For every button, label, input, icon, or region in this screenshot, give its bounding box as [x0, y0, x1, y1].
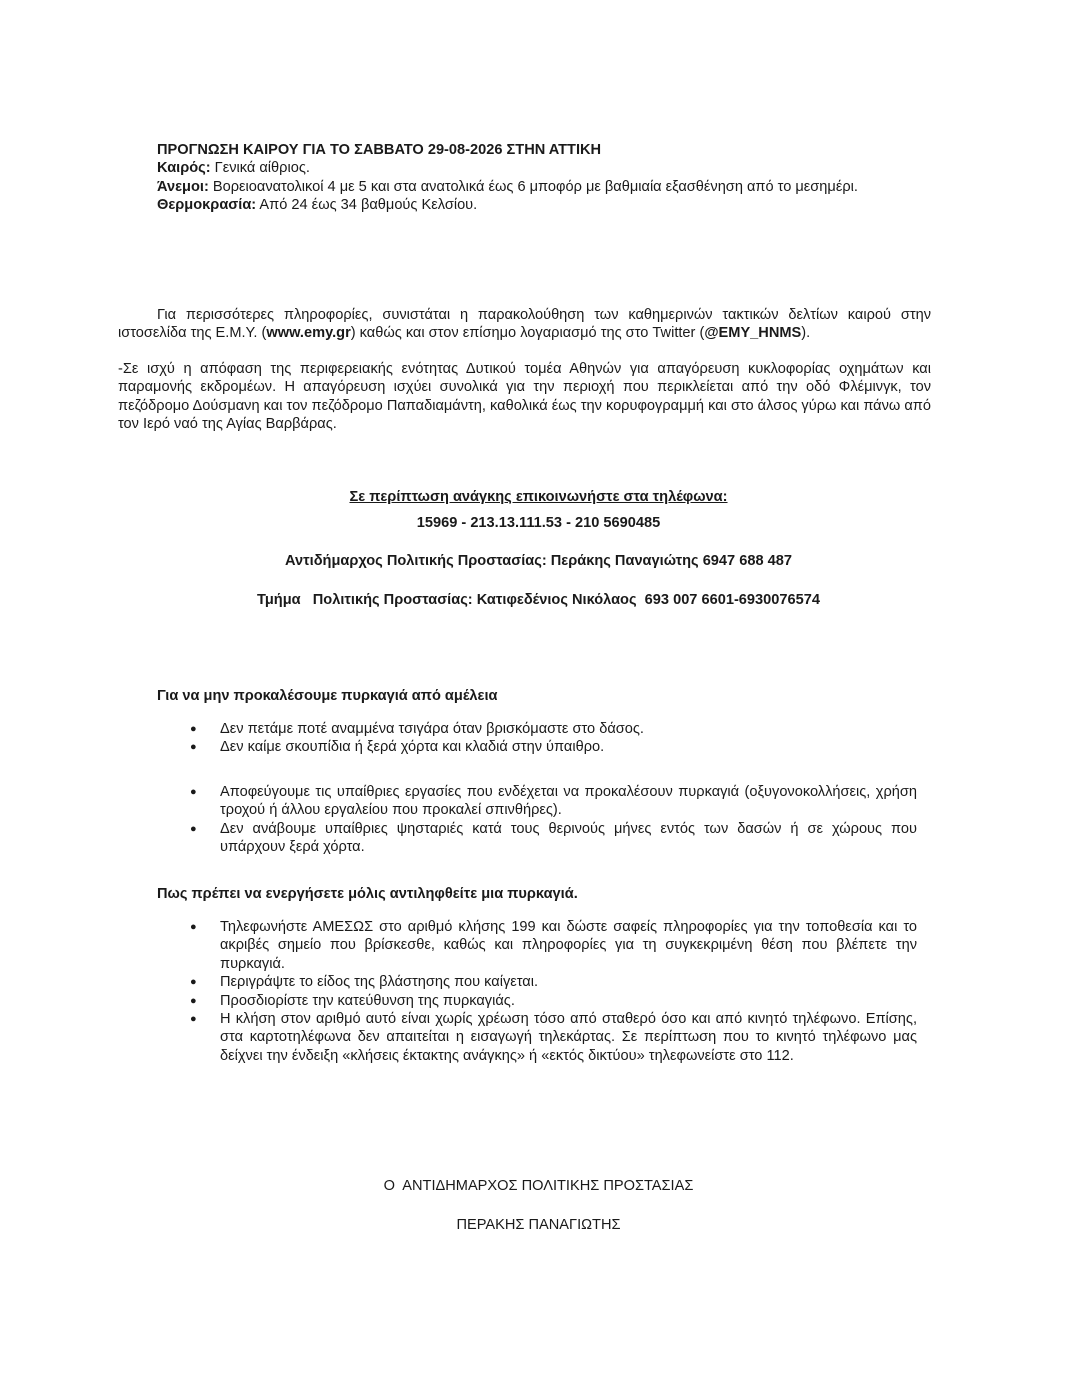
- list-item: ● Δεν ανάβουμε υπαίθριες ψησταριές κατά τους θερινούς μήνες εντός των δασών ή σε χώρους που υπάρχουν ξερά χόρτα.: [157, 820, 917, 857]
- wind-label: Άνεμοι:: [157, 178, 209, 195]
- forecast-wind: [157, 178, 917, 196]
- action-list: [157, 918, 917, 1065]
- contact-phones: 15969 - 213.13.111.53 - 210 5690485: [416, 515, 661, 531]
- info-text-2: ) καθώς και στον επίσημο λογαριασμό της στο Twitter (: [350, 325, 705, 342]
- forecast-title: ΠΡΟΓΝΩΣΗ ΚΑΙΡΟΥ ΓΙΑ ΤΟ ΣΑΒΒΑΤΟ 29-08-2026 ΣΤΗΝ ΑΤΤΙΚΗ: [157, 142, 602, 158]
- list-item: ● Προσδιορίστε την κατεύθυνση της πυρκαγιάς.: [157, 992, 917, 1010]
- emy-website: www.emy.gr: [266, 325, 351, 342]
- list-item: ● Αποφεύγουμε τις υπαίθριες εργασίες που ενδέχεται να προκαλέσουν πυρκαγιά (οξυγονοκολλήσεις, χρήση τροχού ή άλλου εργαλείου που προκαλεί σπινθήρες).: [157, 783, 917, 820]
- twitter-handle: @EMY_HNMS: [704, 325, 802, 342]
- forecast-weather: [157, 159, 917, 177]
- forecast-temperature: [157, 196, 917, 214]
- info-text-1: Για περισσότερες πληροφορίες, συνιστάται η παρακολούθηση των καθημερινών τακτικών δελτίων καιρού στην ιστοσελίδα της Ε.Μ.Υ. (: [118, 307, 931, 342]
- list-item: ● Περιγράψτε το είδος της βλάστησης που καίγεται.: [157, 973, 917, 991]
- ban-paragraph: -Σε ισχύ η απόφαση της περιφερειακής ενότητας Δυτικού τομέα Αθηνών για απαγόρευση κυκλοφορίας οχημάτων και παραμονής εκδρομέων. Η απαγόρευση ισχύει συνολικά για την περιοχή που περικλείεται από την οδό Φλέμινγκ, τον πεζόδρομο Δούσμανη και τον πεζόδρομο Παπαδιαμάντη, καθολικά έως την κορυφογραμμή και στο άλσος γύρω και πάνω από τον Ιερό ναό της Αγίας Βαρβάρας.: [118, 361, 931, 433]
- contact-department: Τμήμα Πολιτικής Προστασίας: Κατιφεδένιος Νικόλαος 693 007 6601-6930076574: [257, 592, 820, 608]
- temp-label: Θερμοκρασία:: [157, 197, 257, 214]
- list-item: ● Δεν καίμε σκουπίδια ή ξερά χόρτα και κλαδιά στην ύπαιθρο.: [157, 738, 917, 756]
- temp-value: Από 24 έως 34 βαθμούς Κελσίου.: [256, 197, 478, 214]
- prevention-heading: Για να μην προκαλέσουμε πυρκαγιά από αμέλεια: [157, 688, 498, 704]
- weather-label: Καιρός:: [157, 160, 211, 177]
- wind-value: Βορειοανατολικοί 4 με 5 και στα ανατολικά έως 6 μποφόρ με βαθμιαία εξασθένηση από το μεσημέρι.: [208, 178, 858, 195]
- prevention-list: [157, 720, 917, 856]
- weather-value: Γενικά αίθριος.: [210, 160, 310, 177]
- contact-deputy: Αντιδήμαρχος Πολιτικής Προστασίας: Περάκης Παναγιώτης 6947 688 487: [285, 553, 792, 569]
- contact-heading: Σε περίπτωση ανάγκης επικοινωνήστε στα τηλέφωνα:: [349, 489, 728, 505]
- info-text-3: ).: [801, 325, 811, 342]
- list-item: ● Η κλήση στον αριθμό αυτό είναι χωρίς χρέωση τόσο από σταθερό όσο και από κινητό τηλέφωνο. Επίσης, στα καρτοτηλέφωνα δεν απαιτείται η εισαγωγή τηλεκάρτας. Σε περίπτωση που το κινητό τηλέφωνο μας δείχνει την ένδειξη «κλήσεις έκτακτης ανάγκης» ή «εκτός δικτύου» τηλεφωνείστε στο 112.: [157, 1010, 917, 1065]
- list-item: ● Δεν πετάμε ποτέ αναμμένα τσιγάρα όταν βρισκόμαστε στο δάσος.: [157, 720, 917, 738]
- info-paragraph: [118, 306, 931, 343]
- signature-name: ΠΕΡΑΚΗΣ ΠΑΝΑΓΙΩΤΗΣ: [456, 1217, 621, 1233]
- action-heading: Πως πρέπει να ενεργήσετε μόλις αντιληφθείτε μια πυρκαγιά.: [157, 886, 578, 902]
- forecast-section: [157, 141, 917, 215]
- signature-title: Ο ΑΝΤΙΔΗΜΑΡΧΟΣ ΠΟΛΙΤΙΚΗΣ ΠΡΟΣΤΑΣΙΑΣ: [383, 1178, 694, 1194]
- list-item: ● Τηλεφωνήστε ΑΜΕΣΩΣ στο αριθμό κλήσης 199 και δώστε σαφείς πληροφορίες για την τοποθεσία και το ακριβές σημείο που βρίσκεσθε, καθώς και πληροφορίες για τη συγκεκριμένη θέση που βλέπετε την πυρκαγιά.: [157, 918, 917, 973]
